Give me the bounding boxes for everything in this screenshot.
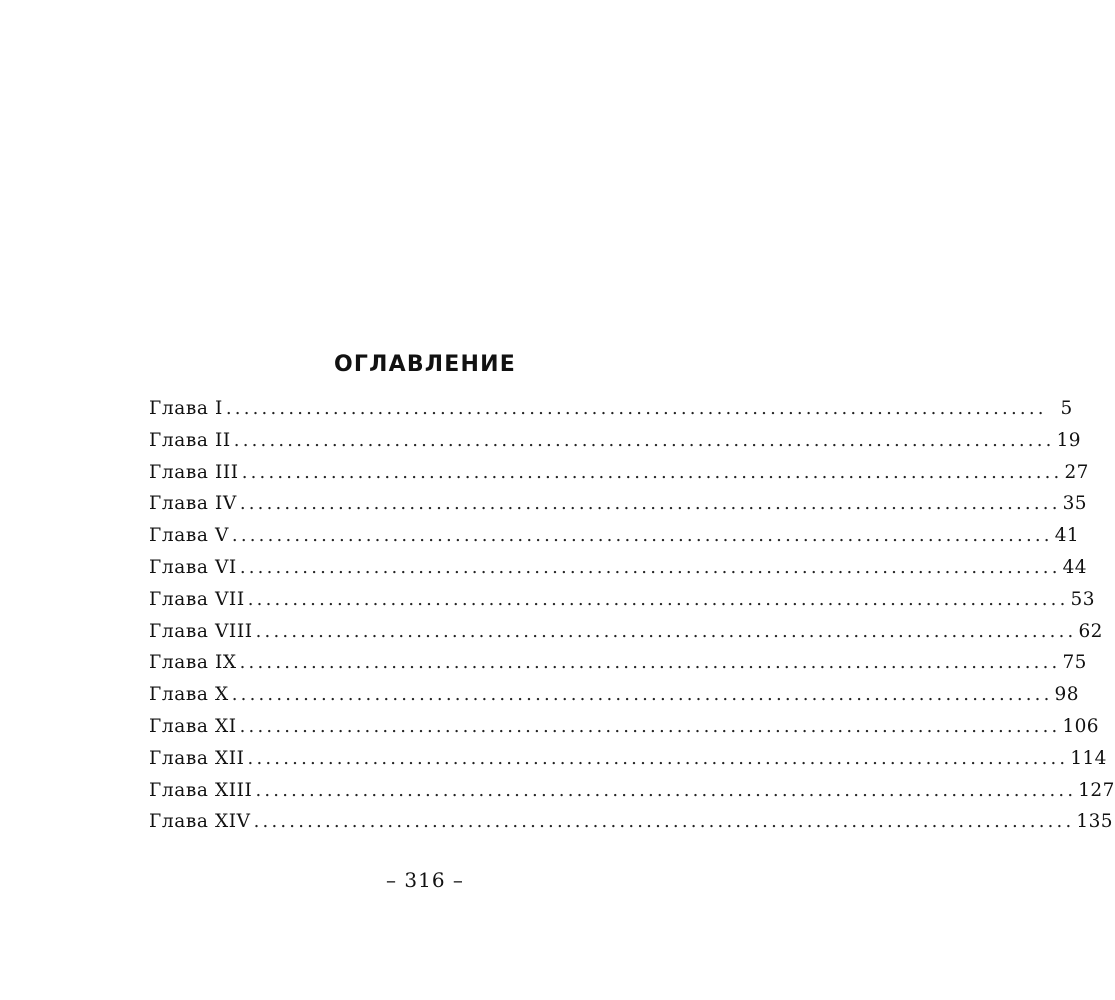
toc-entry[interactable]	[149, 525, 1080, 557]
toc-entry-label: Глава XIII	[149, 779, 253, 801]
toc-entry-label: Глава IV	[149, 493, 237, 515]
toc-entry[interactable]	[149, 779, 1115, 812]
toc-entry-label: Глава I	[149, 398, 223, 419]
toc-dot-leader: ............................................................................................	[239, 715, 1061, 737]
toc-page-number: 19	[1056, 429, 1081, 451]
toc-dot-leader: ............................................................................................	[239, 556, 1061, 578]
toc-dot-leader: ............................................................................................	[255, 620, 1077, 642]
toc-page-number: 135	[1076, 811, 1113, 833]
toc-page-number: 106	[1062, 715, 1099, 737]
toc-dot-leader: ............................................................................................	[239, 493, 1061, 515]
toc-dot-leader: ............................................................................................	[233, 429, 1055, 451]
toc-entry[interactable]	[149, 398, 1073, 430]
toc-title: ОГЛАВЛЕНИЕ	[334, 352, 516, 377]
toc-page-number: 27	[1064, 461, 1089, 483]
toc-entry[interactable]	[149, 620, 1103, 653]
toc-entry-label: Глава XIV	[149, 811, 251, 833]
toc-entry-label: Глава VII	[149, 588, 245, 610]
toc-dot-leader: ............................................................................................	[225, 398, 1047, 419]
toc-entry-label: Глава III	[149, 461, 239, 483]
toc-page-number: 53	[1070, 588, 1095, 610]
toc-entry-label: Глава XI	[149, 715, 237, 737]
toc-page-number: 35	[1062, 493, 1087, 515]
toc-entry[interactable]	[149, 811, 1113, 843]
toc-entry[interactable]	[149, 652, 1087, 684]
toc-entry-label: Глава X	[149, 684, 229, 706]
toc-entry-label: Глава VI	[149, 556, 237, 578]
toc-page-number: 44	[1062, 556, 1087, 578]
toc-entry-label: Глава VIII	[149, 620, 253, 642]
toc-entry[interactable]	[149, 556, 1087, 589]
toc-entry[interactable]	[149, 747, 1107, 780]
toc-entry-label: Глава IX	[149, 652, 237, 674]
toc-entry-label: Глава V	[149, 525, 229, 547]
toc-dot-leader: ............................................................................................	[241, 461, 1063, 483]
toc-entry[interactable]	[149, 493, 1087, 525]
toc-entry-label: Глава II	[149, 429, 231, 451]
toc-page-number: 41	[1054, 525, 1080, 547]
toc-entry[interactable]	[149, 461, 1089, 494]
toc-entry[interactable]	[149, 588, 1095, 621]
toc-dot-leader: ............................................................................................	[255, 779, 1077, 801]
toc-entry[interactable]	[149, 715, 1099, 748]
toc-entry[interactable]	[149, 429, 1081, 462]
toc-entry[interactable]	[149, 684, 1079, 716]
toc-dot-leader: ............................................................................................	[231, 525, 1053, 547]
toc-page-number: 114	[1070, 747, 1107, 769]
toc-list	[149, 398, 1115, 843]
toc-page-number: 127	[1078, 779, 1115, 801]
toc-page-number: 62	[1078, 620, 1103, 642]
toc-page-number: 75	[1062, 652, 1087, 674]
toc-dot-leader: ............................................................................................	[247, 588, 1069, 610]
toc-dot-leader: ............................................................................................	[231, 684, 1053, 706]
toc-entry-label: Глава XII	[149, 747, 245, 769]
toc-dot-leader: ............................................................................................	[239, 652, 1061, 674]
toc-page-number: 5	[1060, 398, 1073, 419]
page-number: – 316 –	[386, 868, 464, 892]
toc-dot-leader: ............................................................................................	[253, 811, 1075, 833]
toc-dot-leader: ............................................................................................	[247, 747, 1069, 769]
toc-page-number: 98	[1054, 684, 1079, 706]
